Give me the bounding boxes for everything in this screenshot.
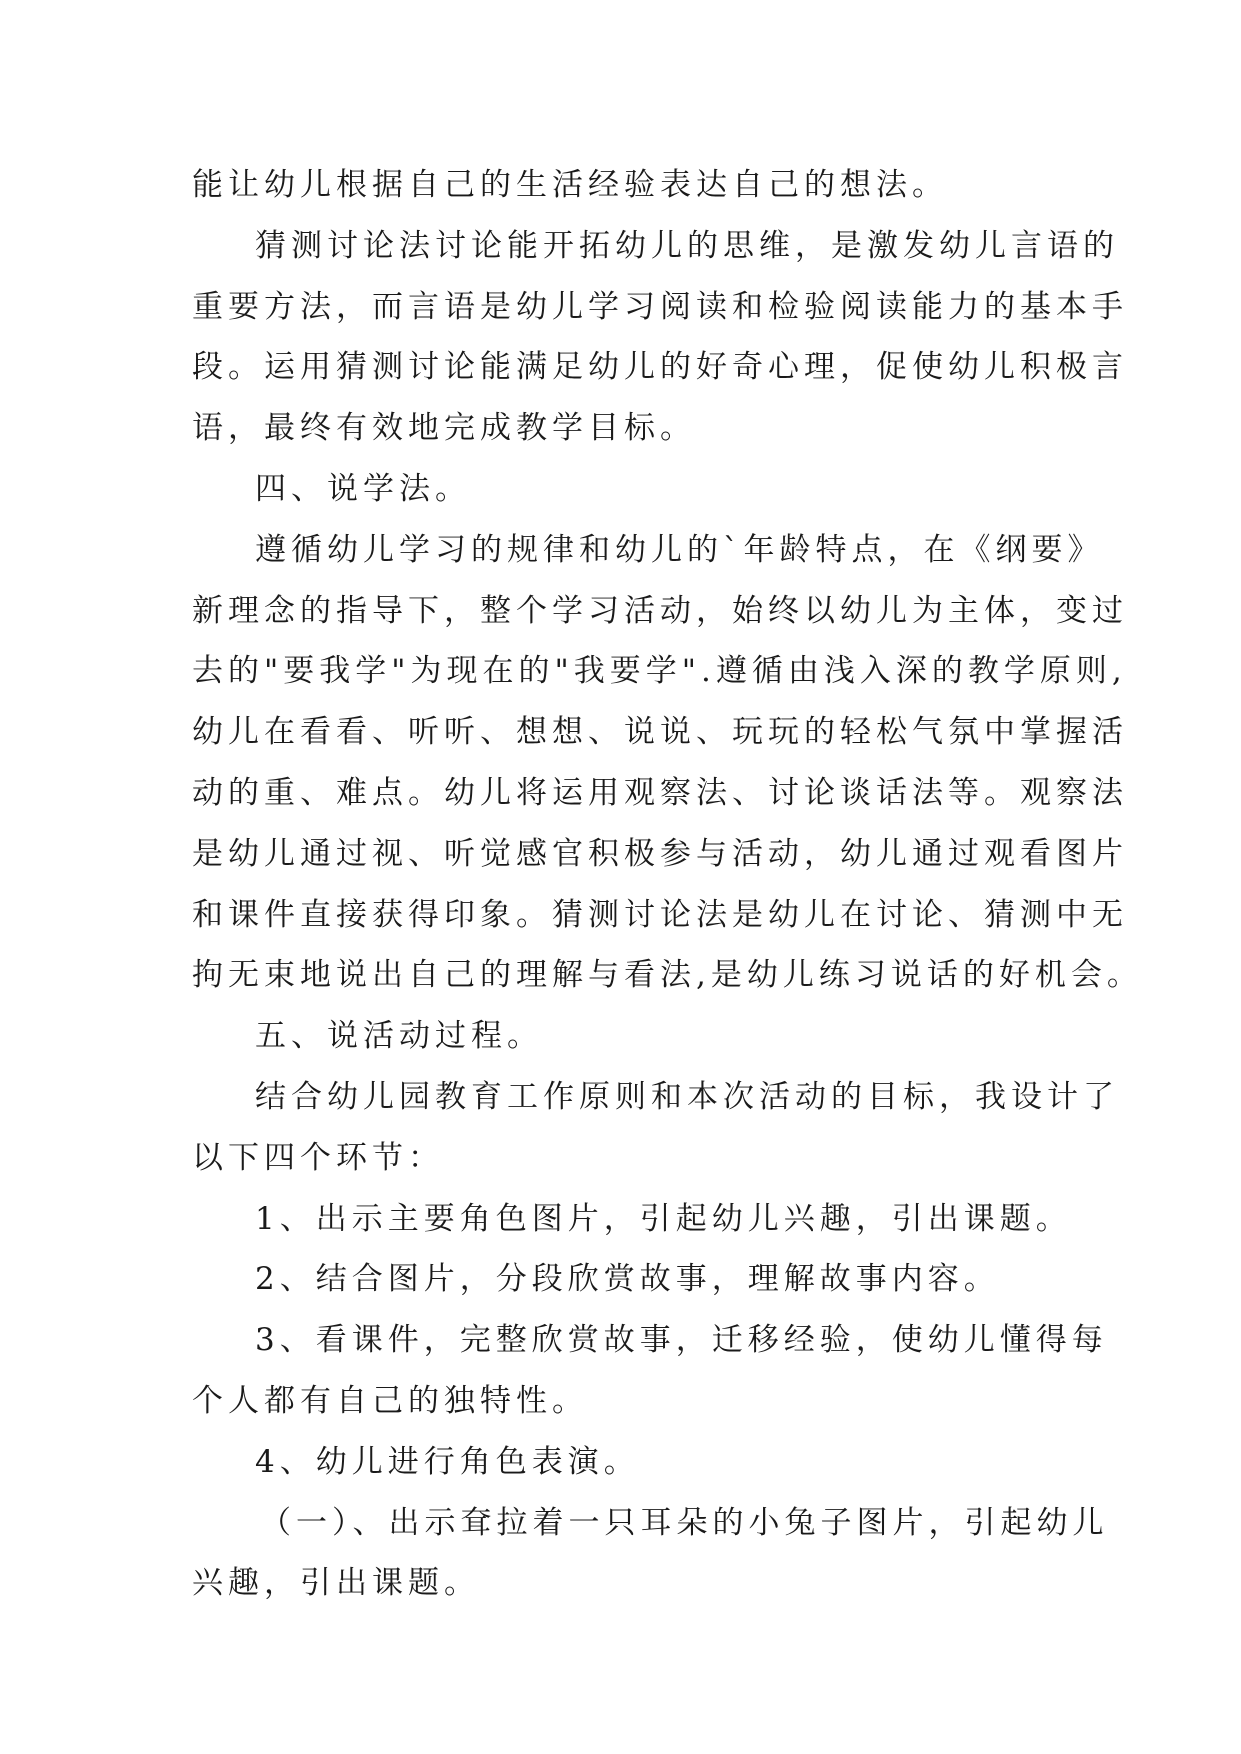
paragraph-line: 重要方法，而言语是幼儿学习阅读和检验阅读能力的基本手 <box>192 288 1128 325</box>
paragraph-line: 拘无束地说出自己的理解与看法,是幼儿练习说话的好机会。 <box>192 957 1143 994</box>
paragraph-line: 段。运用猜测讨论能满足幼儿的好奇心理，促使幼儿积极言 <box>192 349 1128 386</box>
subsection-heading: （一）、出示耷拉着一只耳朵的小兔子图片，引起幼儿 <box>260 1504 1109 1541</box>
paragraph-line: 和课件直接获得印象。猜测讨论法是幼儿在讨论、猜测中无 <box>192 896 1128 933</box>
list-item: 1、出示主要角色图片，引起幼儿兴趣，引出课题。 <box>255 1200 1072 1237</box>
paragraph-line: 个人都有自己的独特性。 <box>192 1382 588 1419</box>
paragraph-line: 遵循幼儿学习的规律和幼儿的`年龄特点，在《纲要》 <box>255 531 1104 568</box>
paragraph-line: 幼儿在看看、听听、想想、说说、玩玩的轻松气氛中掌握活 <box>192 714 1128 751</box>
paragraph-line: 结合幼儿园教育工作原则和本次活动的目标，我设计了 <box>255 1078 1119 1115</box>
paragraph-line: 语，最终有效地完成教学目标。 <box>192 410 696 447</box>
paragraph-line: 动的重、难点。幼儿将运用观察法、讨论谈话法等。观察法 <box>192 774 1128 811</box>
paragraph-line: 新理念的指导下，整个学习活动，始终以幼儿为主体，变过 <box>192 592 1128 629</box>
list-item: 2、结合图片，分段欣赏故事，理解故事内容。 <box>255 1261 1000 1298</box>
list-item: 3、看课件，完整欣赏故事，迁移经验，使幼儿懂得每 <box>255 1322 1108 1359</box>
paragraph-line: 去的"要我学"为现在的"我要学".遵循由浅入深的教学原则, <box>192 653 1127 690</box>
list-item: 4、幼儿进行角色表演。 <box>255 1443 640 1480</box>
paragraph-line: 兴趣，引出课题。 <box>192 1565 480 1602</box>
paragraph-line: 猜测讨论法讨论能开拓幼儿的思维，是激发幼儿言语的 <box>255 227 1119 264</box>
section-heading: 四、说学法。 <box>255 470 471 507</box>
paragraph-line: 是幼儿通过视、听觉感官积极参与活动，幼儿通过观看图片 <box>192 835 1128 872</box>
document-body <box>192 155 1143 1614</box>
section-heading: 五、说活动过程。 <box>255 1018 543 1055</box>
paragraph-line: 以下四个环节： <box>192 1139 444 1176</box>
paragraph-line: 能让幼儿根据自己的生活经验表达自己的想法。 <box>192 167 948 203</box>
